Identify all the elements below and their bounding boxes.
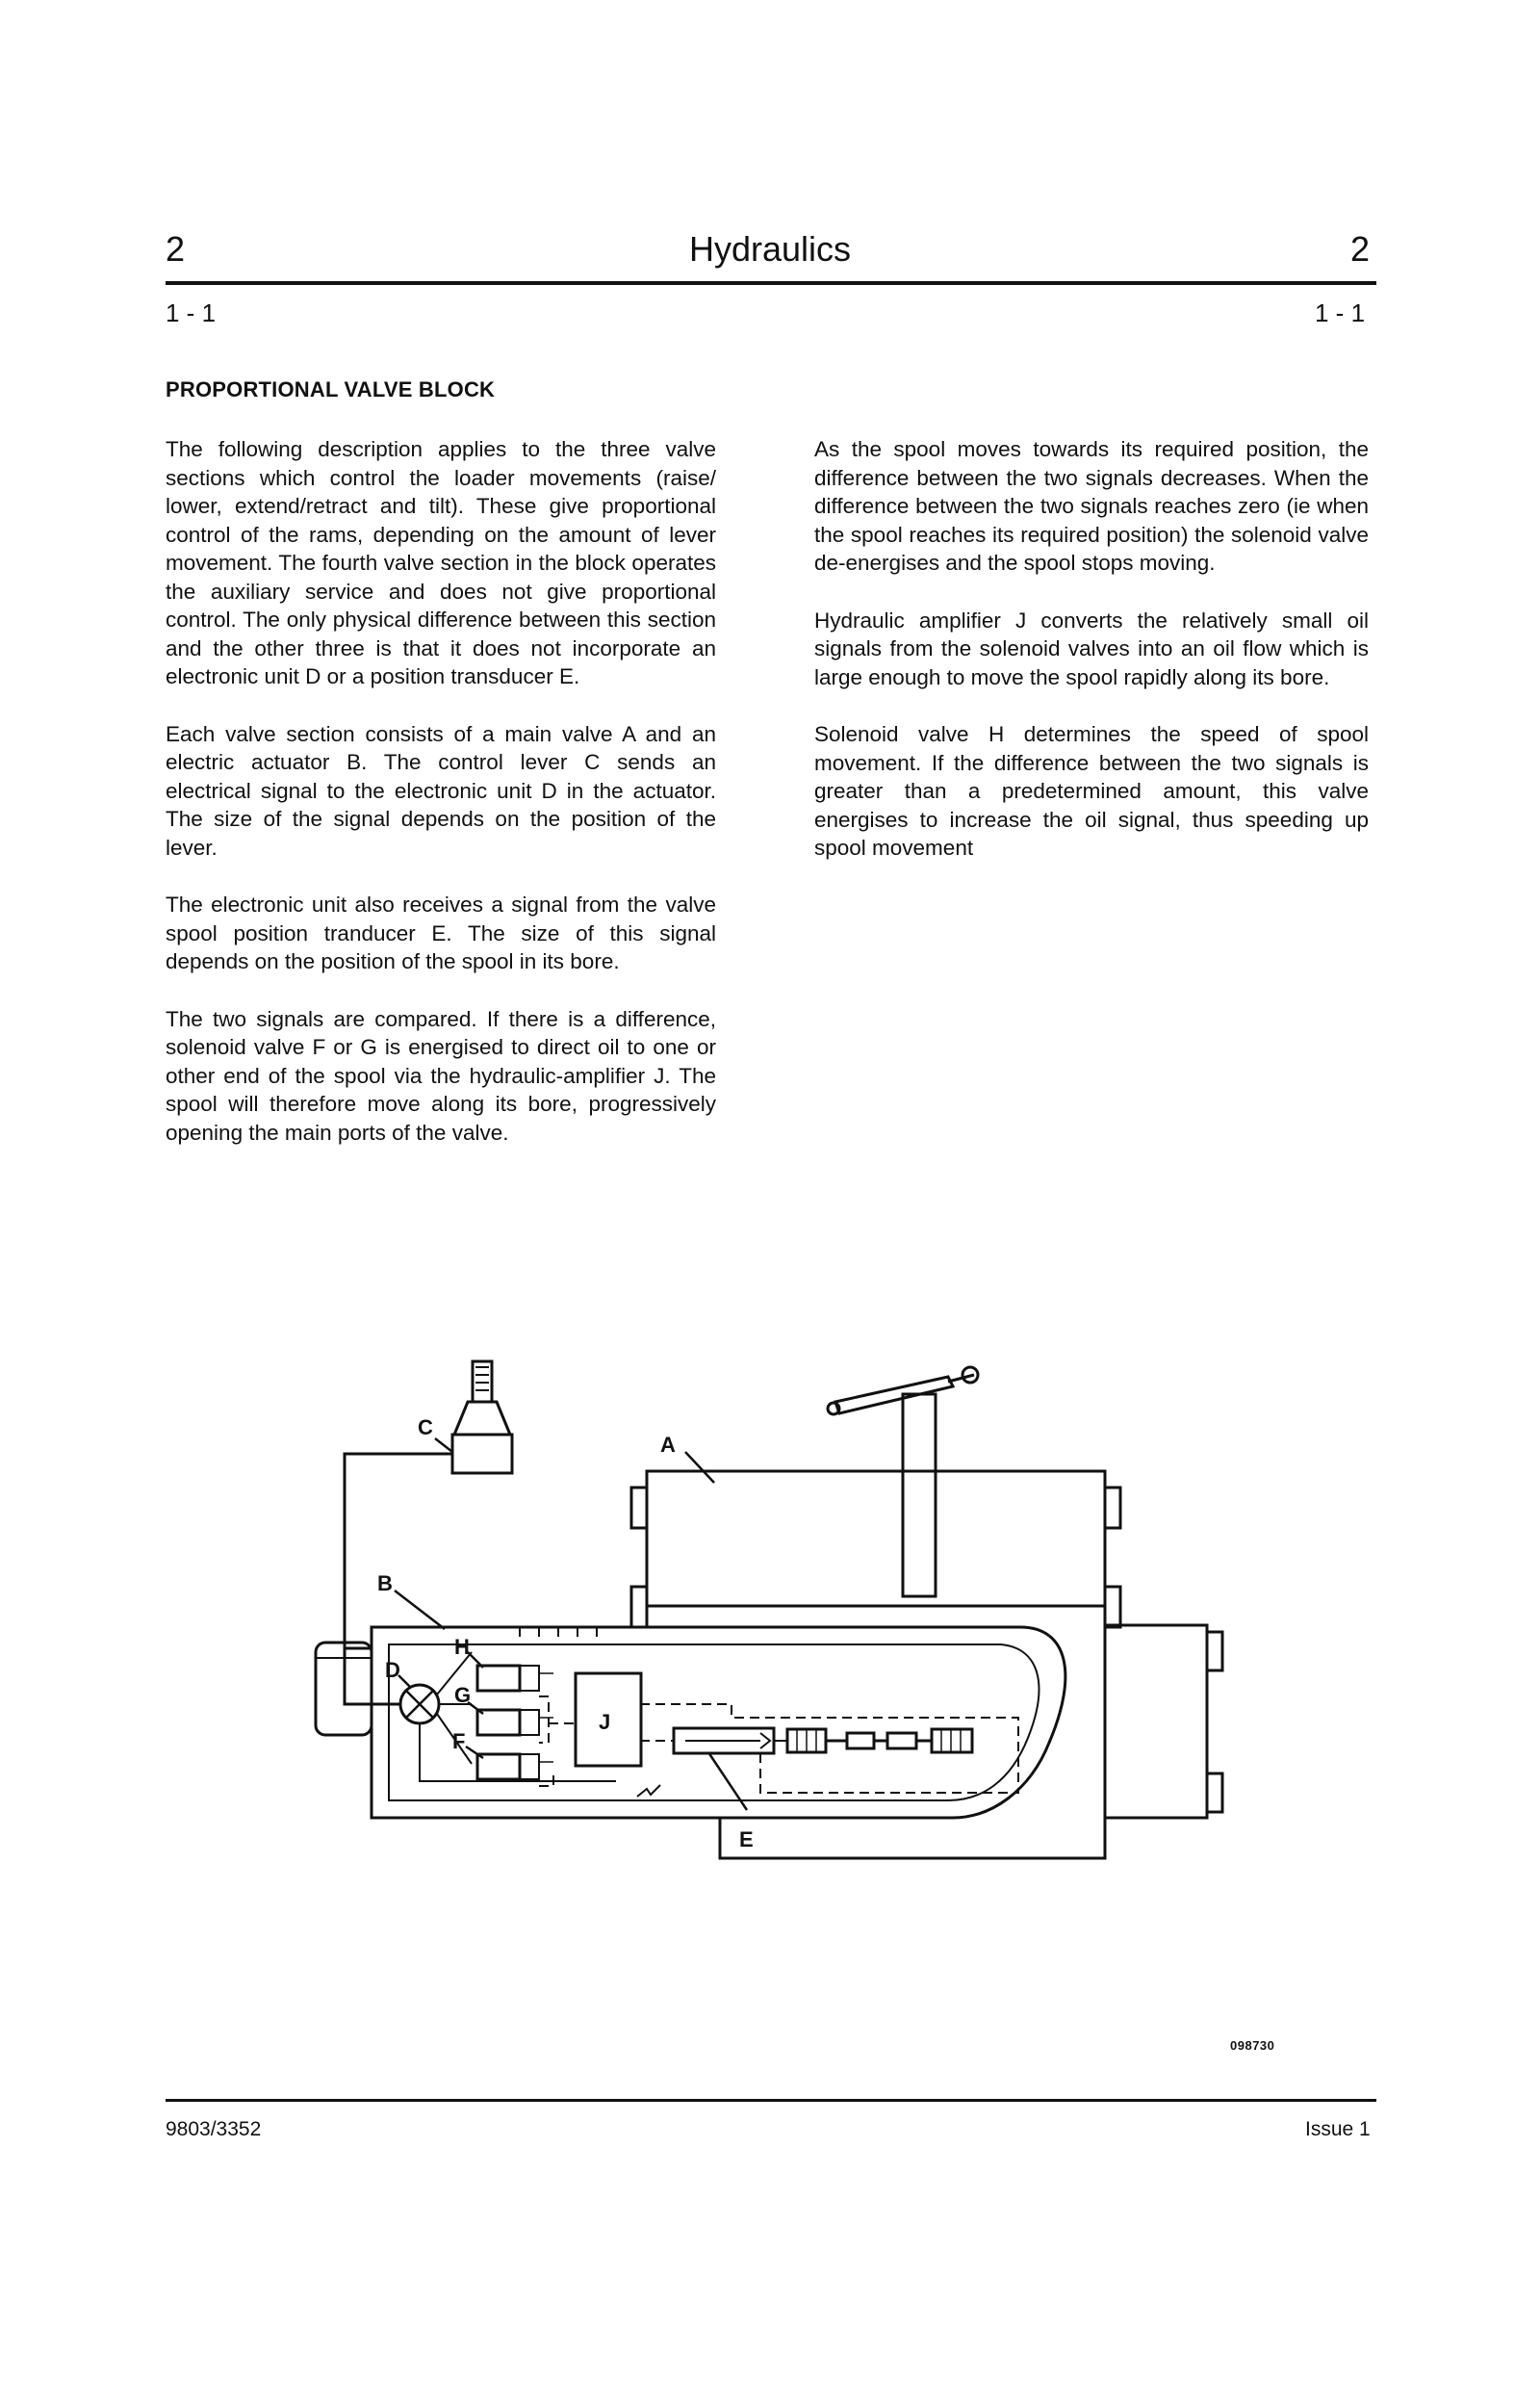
leader-a [685, 1452, 714, 1483]
joystick-base [452, 1435, 512, 1473]
section-number-left: 1 - 1 [166, 298, 217, 327]
leader-c [435, 1438, 452, 1452]
paragraph: The following description applies to the three valve sections which control the loader movements (raise/ lower, extend/retract and tilt). These give proportional control of the rams, depending on the amount of lever movement. The fourth valve section in the block operates the auxiliary service and does not give proportional control. The only physical difference between this section and the other three is that it does not incorporate an electronic unit D or a position transducer E. [166, 437, 716, 688]
label-g: G [454, 1683, 472, 1707]
electric-actuator-housing [372, 1627, 1065, 1818]
chapter-number-right: 2 [1350, 229, 1371, 269]
label-j: J [599, 1710, 611, 1734]
issue-number: Issue 1 [1305, 2118, 1371, 2140]
paragraph: Hydraulic amplifier J converts the relatively small oil signals from the solenoid valves into an oil flow which is large enough to move the spool rapidly along its bore. [814, 608, 1369, 689]
figure-code: 098730 [1230, 2038, 1275, 2053]
page-title: Hydraulics [688, 229, 852, 269]
paragraph: The two signals are compared. If there is a difference, solenoid valve F or G is energised to direct oil to one or other end of the spool via the hydraulic-amplifier J. The spool will therefore move along its bore, progressively opening the main ports of the valve. [166, 1006, 716, 1145]
document-number: 9803/3352 [166, 2118, 262, 2140]
ram-rod [903, 1394, 936, 1596]
joystick-gaiter [454, 1402, 510, 1435]
label-c: C [418, 1415, 433, 1439]
solenoid-valve-g [477, 1710, 520, 1735]
leader-f [466, 1747, 483, 1758]
label-b: B [377, 1571, 393, 1595]
label-d: D [385, 1658, 400, 1682]
label-h: H [454, 1635, 470, 1659]
spool-right-end [932, 1729, 972, 1752]
paragraph: Each valve section consists of a main valve A and an electric actuator B. The control lever C sends an electrical signal to the electronic unit D in the actuator. The size of the signal depends on the position of the lever. [166, 721, 716, 860]
label-a: A [660, 1433, 676, 1457]
label-e: E [739, 1827, 754, 1851]
leader-b [395, 1591, 445, 1629]
paragraph: As the spool moves towards its required position, the difference between the two signals decreases. When the difference between the two signals reaches zero (ie when the spool reaches its required position) the solenoid valve de-energises and the spool stops moving. [814, 437, 1369, 575]
footer-rule [166, 2099, 1376, 2102]
leader-h [468, 1652, 483, 1668]
solenoid-valve-f [477, 1754, 520, 1779]
chapter-number-left: 2 [166, 229, 186, 269]
auxiliary-body [1105, 1625, 1207, 1818]
main-valve-body [647, 1471, 1105, 1606]
paragraph: Solenoid valve H determines the speed of spool movement. If the difference between the two signals is greater than a predetermined amount, this valve energises to increase the oil signal, thus speeding up spool movement [814, 722, 1369, 860]
solenoid-valve-h [477, 1666, 520, 1691]
paragraph: The electronic unit also receives a signal from the valve spool position tranducer E. The size of this signal depends on the position of the spool in its bore. [166, 893, 716, 973]
label-f: F [452, 1729, 466, 1753]
section-heading: PROPORTIONAL VALVE BLOCK [166, 377, 496, 401]
section-number-right: 1 - 1 [1315, 298, 1366, 327]
